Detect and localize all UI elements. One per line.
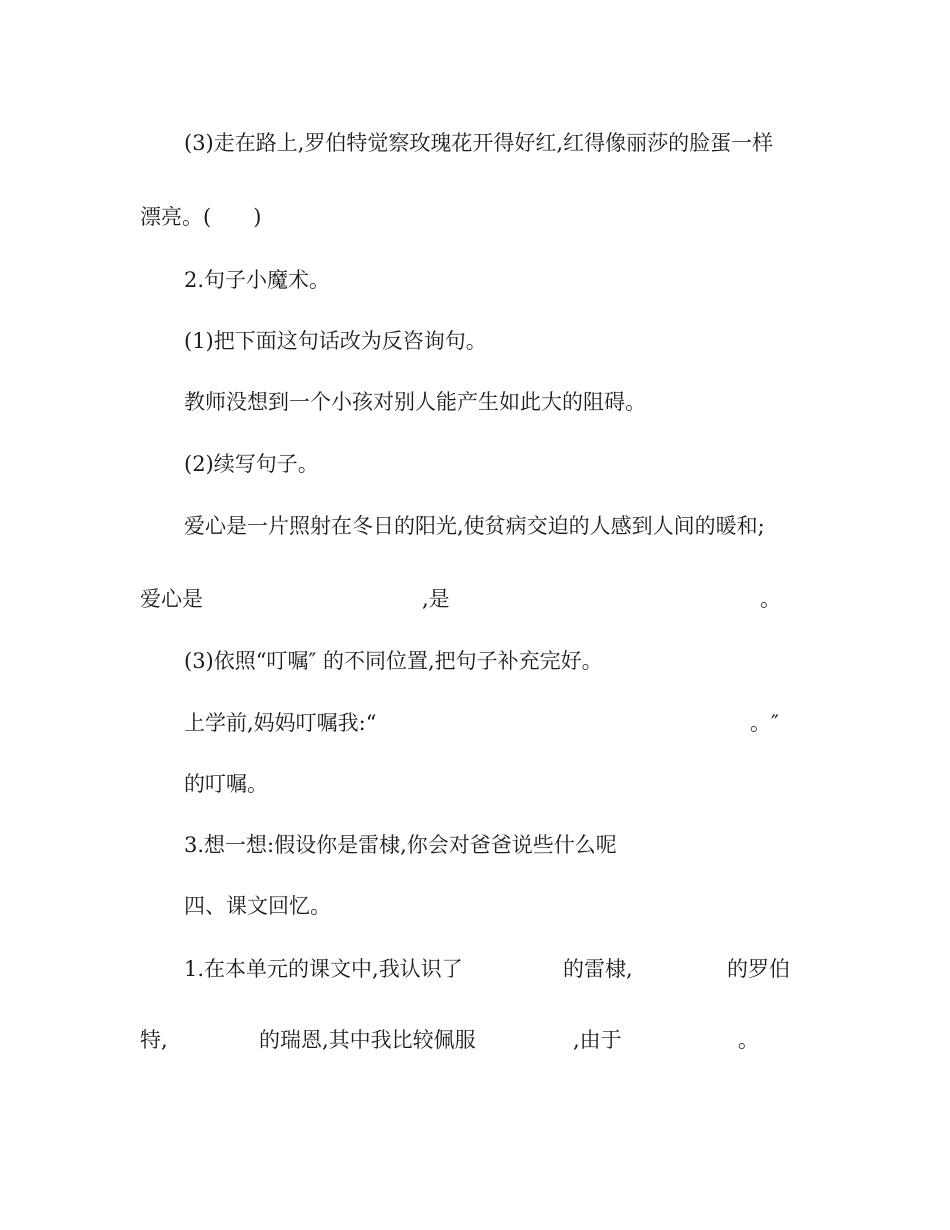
section-2-3-sentence-start: 上学前,妈妈叮嘱我:“ [184,711,377,735]
section-4-title: 四、课文回忆。 [184,894,331,918]
section-3-title: 3.想一想:假设你是雷棣,你会对爸爸说些什么呢 [184,833,617,857]
section-2-2-blank-start: 爱心是 [140,587,203,611]
section-2-3-sentence-end: 。″ [750,711,779,735]
section-2-title: 2.句子小魔术。 [184,268,331,292]
section-2-2-example: 爱心是一片照射在冬日的阳光,使贫病交迫的人感到人间的暖和; [184,514,765,538]
section-2-2-blank-end: 。 [760,587,781,611]
q3-text-line1: (3)走在路上,罗伯特觉察玫瑰花开得好红,红得像丽莎的脸蛋一样 [184,131,774,155]
section-4-1-line1-end: 的罗伯 [727,957,790,981]
section-2-1-sentence: 教师没想到一个小孩对别人能产生如此大的阻碍。 [184,390,646,414]
section-2-1-title: (1)把下面这句话改为反咨询句。 [184,329,487,353]
section-4-1-line2-middle: 的瑞恩,其中我比较佩服 [259,1028,476,1052]
q3-text-line2: 漂亮。( ) [140,205,262,229]
section-4-1-line2-because: ,由于 [573,1028,622,1052]
section-4-1-line1-start: 1.在本单元的课文中,我认识了 [184,957,463,981]
section-4-1-line1-middle: 的雷棣, [563,957,633,981]
section-4-1-line2-start: 特, [140,1028,168,1052]
section-2-2-title: (2)续写句子。 [184,452,319,476]
section-2-3-sentence-tail: 的叮嘱。 [184,772,268,796]
section-4-1-line2-end: 。 [738,1028,759,1052]
section-2-3-title: (3)依照“叮嘱″ 的不同位置,把句子补充完好。 [184,649,603,673]
section-2-2-blank-middle: ,是 [422,587,450,611]
